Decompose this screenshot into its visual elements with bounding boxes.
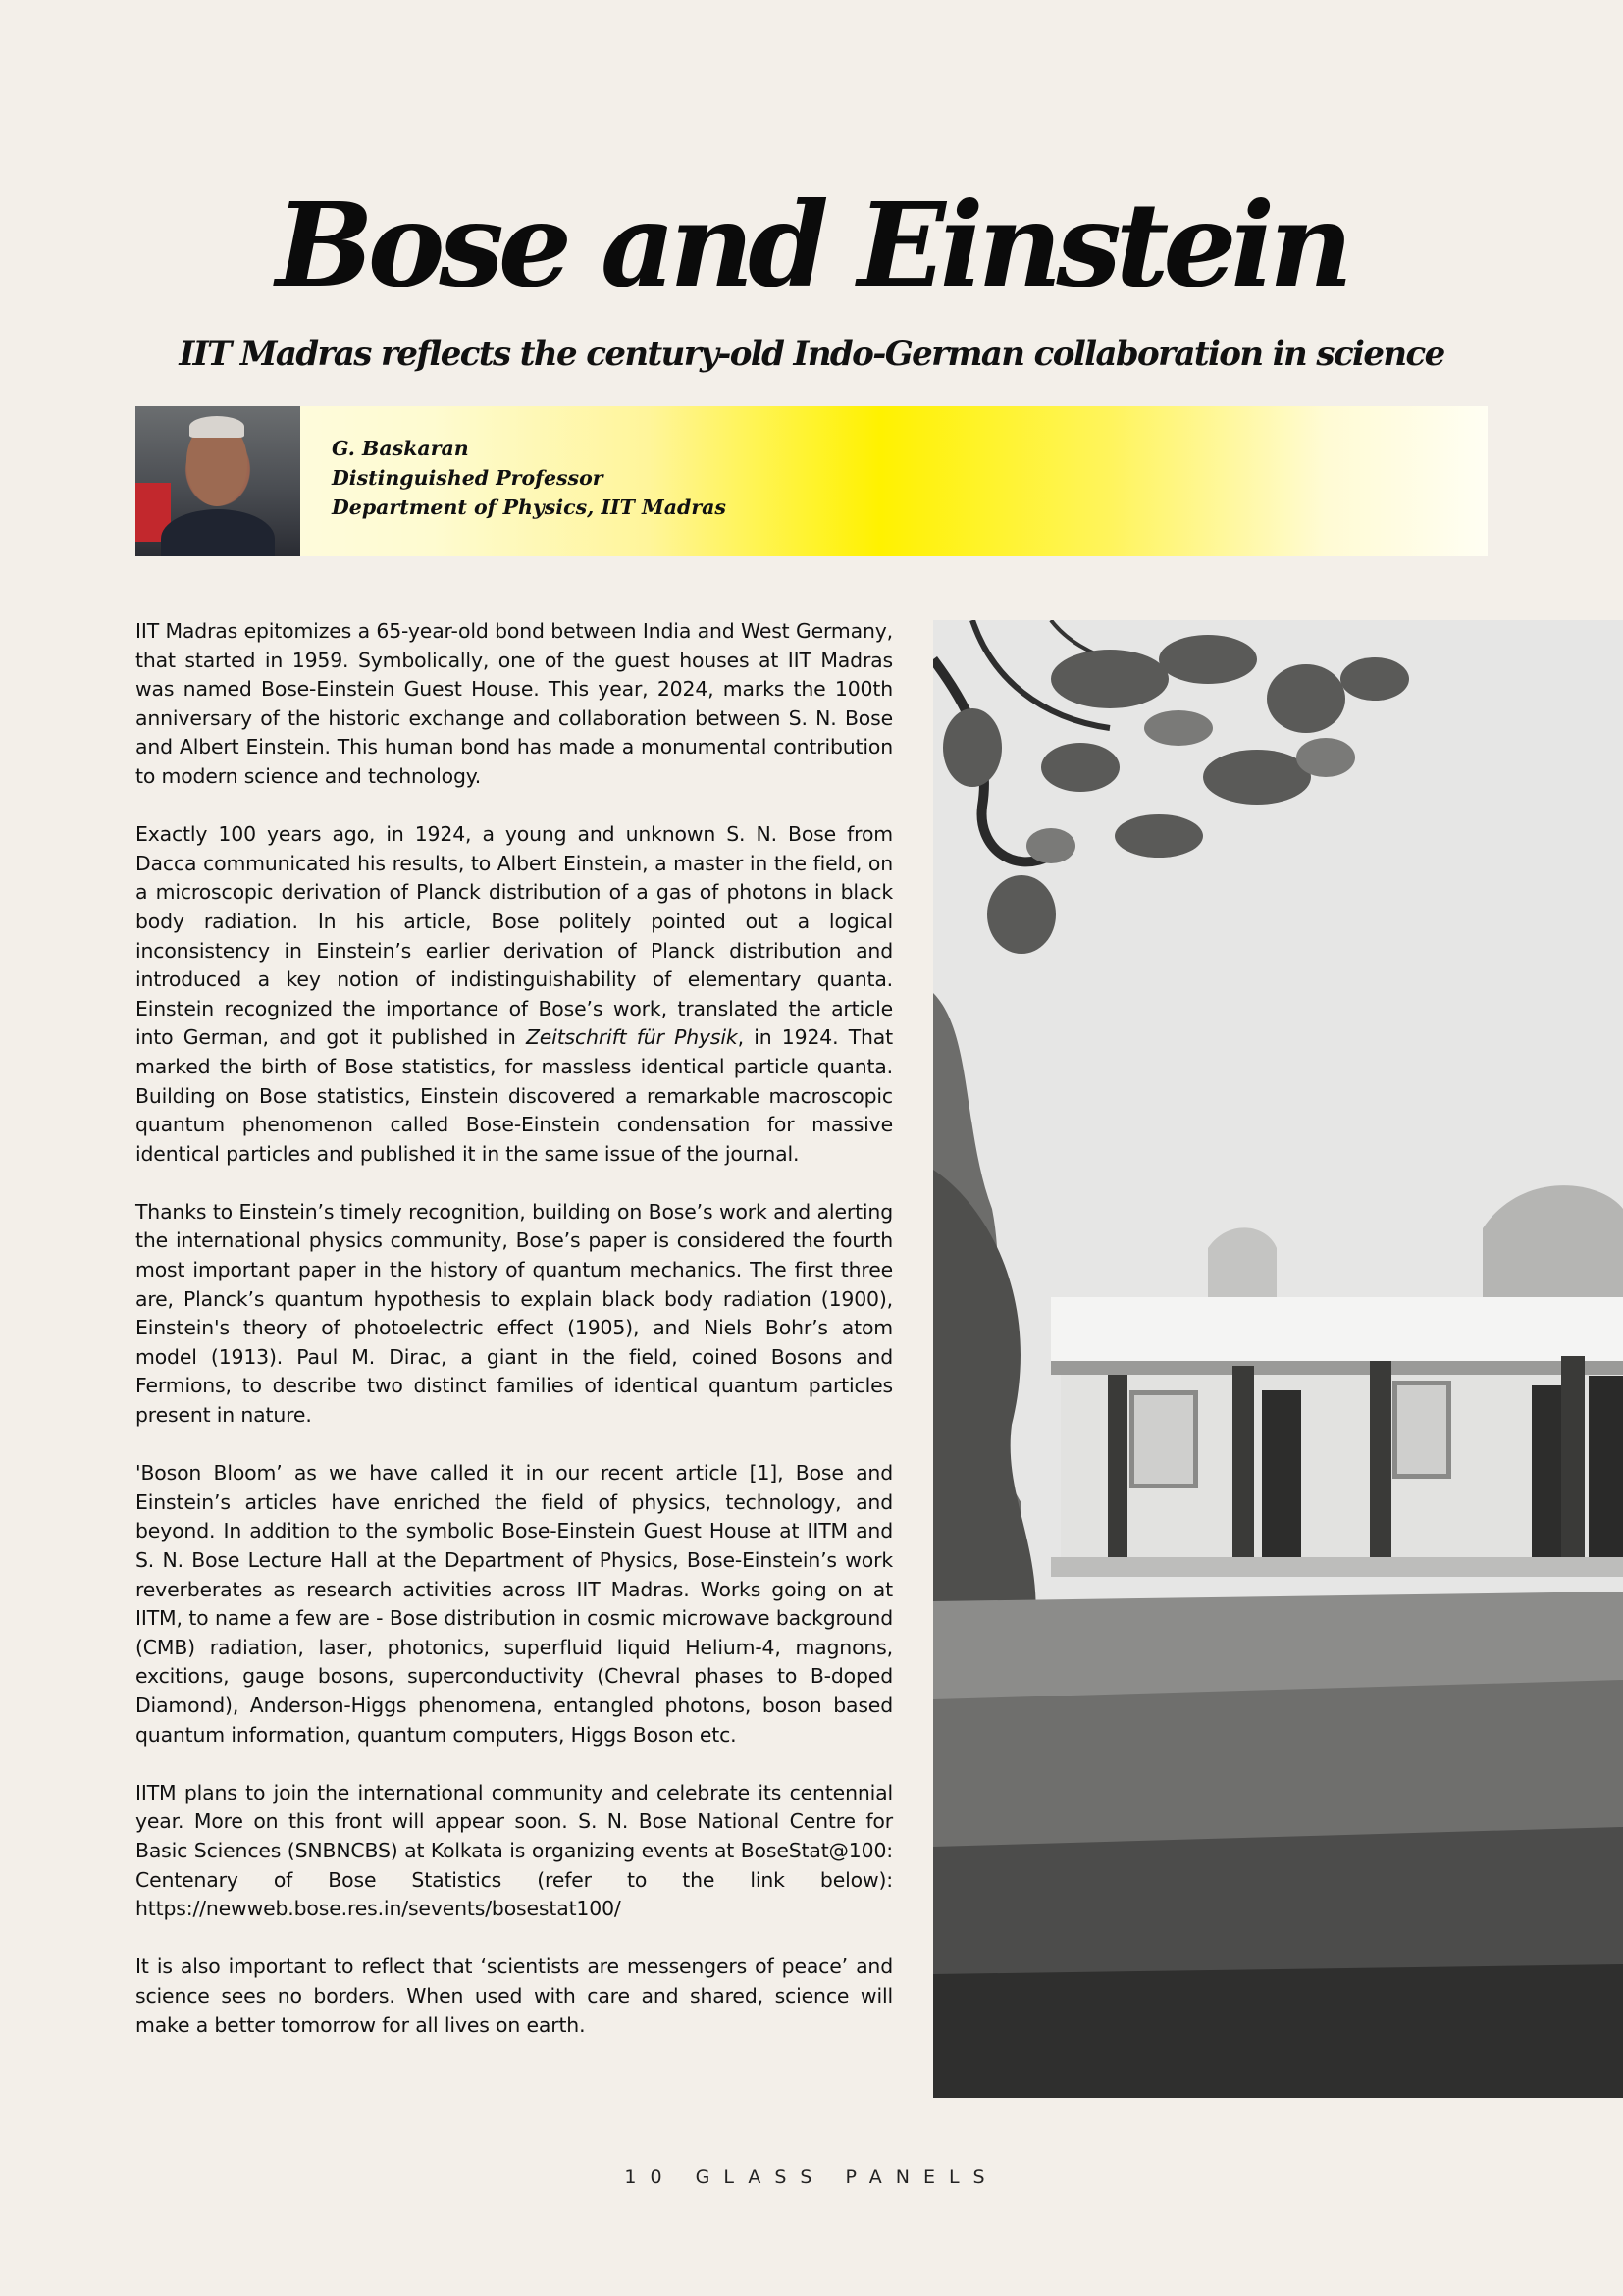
- article-subtitle: IIT Madras reflects the century-old Indo-German collaboration in science: [179, 335, 1444, 374]
- author-position: Distinguished Professor: [332, 466, 603, 490]
- author-photo: [135, 406, 300, 556]
- guest-house-photo: [933, 620, 1623, 2098]
- article-title: Bose and Einstein: [275, 177, 1348, 313]
- paragraph-4: 'Boson Bloom’ as we have called it in our recent article [1], Bose and Einstein’s articles have enriched the field of physics, technology, and beyond. In addition to the symbolic Bose-Einstein Guest House at IITM and S. N. Bose Lecture Hall at the Department of Physics, Bose-Einstein’s work reverberates as research activities across IIT Madras. Works going on at IITM, to name a few are - Bose distribution in cosmic microwave background (CMB) radiation, laser, photonics, superfluid liquid Helium-4, magnons, excitions, gauge bosons, superconductivity (Chevral phases to B-doped Diamond), Anderson-Higgs phenomena, entangled photons, boson based quantum information, quantum computers, Higgs Boson etc.: [135, 1461, 893, 1747]
- paragraph-6: It is also important to reflect that ‘scientists are messengers of peace’ and science sees no borders. When used with care and shared, science will make a better tomorrow for all lives on earth.: [135, 1955, 893, 2037]
- paragraph-1: IIT Madras epitomizes a 65-year-old bond between India and West Germany, that started in 1959. Symbolically, one of the guest houses at IIT Madras was named Bose-Einstein Guest House. This year, 2024, marks the 100th anniversary of the historic exchange and collaboration between S. N. Bose and Albert Einstein. This human bond has made a monumental contribution to modern science and technology.: [135, 619, 893, 788]
- paragraph-3: Thanks to Einstein’s timely recognition, building on Bose’s work and alerting the international physics community, Bose’s paper is considered the fourth most important paper in the history of quantum mechanics. The first three are, Planck’s quantum hypothesis to explain black body radiation (1900), Einstein's theory of photoelectric effect (1905), and Niels Bohr’s atom model (1913). Paul M. Dirac, a giant in the field, coined Bosons and Fermions, to describe two distinct families of identical quantum particles present in nature.: [135, 1199, 893, 1428]
- author-banner: [135, 406, 1488, 556]
- author-name: G. Baskaran: [332, 437, 469, 460]
- paragraph-5: IITM plans to join the international community and celebrate its centennial year. More on this front will appear soon. S. N. Bose National Centre for Basic Sciences (SNBNCBS) at Kolkata is organizing events at BoseStat@100: Centenary of Bose Statistics (refer to the link below): https://newweb.bose.res.in/sevents/bosestat100/: [135, 1780, 893, 1921]
- author-info: [332, 434, 726, 522]
- article-body: [135, 617, 893, 2069]
- author-department: Department of Physics, IIT Madras: [332, 496, 726, 519]
- paragraph-2: Exactly 100 years ago, in 1924, a young and unknown S. N. Bose from Dacca communicated his results, to Albert Einstein, a master in the field, on a microscopic derivation of Planck distribution of a gas of photons in black body radiation. In his article, Bose politely pointed out a logical inconsistency in Einstein’s earlier derivation of Planck distribution and introduced a key notion of indistinguishability of elementary quanta. Einstein recognized the importance of Bose’s work, translated the article into German, and got it published in Zeitschrift für Physik, in 1924. That marked the birth of Bose statistics, for massless identical particle quanta. Building on Bose statistics, Einstein discovered a remarkable macroscopic quantum phenomenon called Bose-Einstein condensation for massive identical particles and published it in the same issue of the journal.: [135, 822, 893, 1166]
- page-footer: 10 GLASS PANELS: [624, 2166, 999, 2188]
- journal-name: Zeitschrift für Physik: [525, 1025, 738, 1050]
